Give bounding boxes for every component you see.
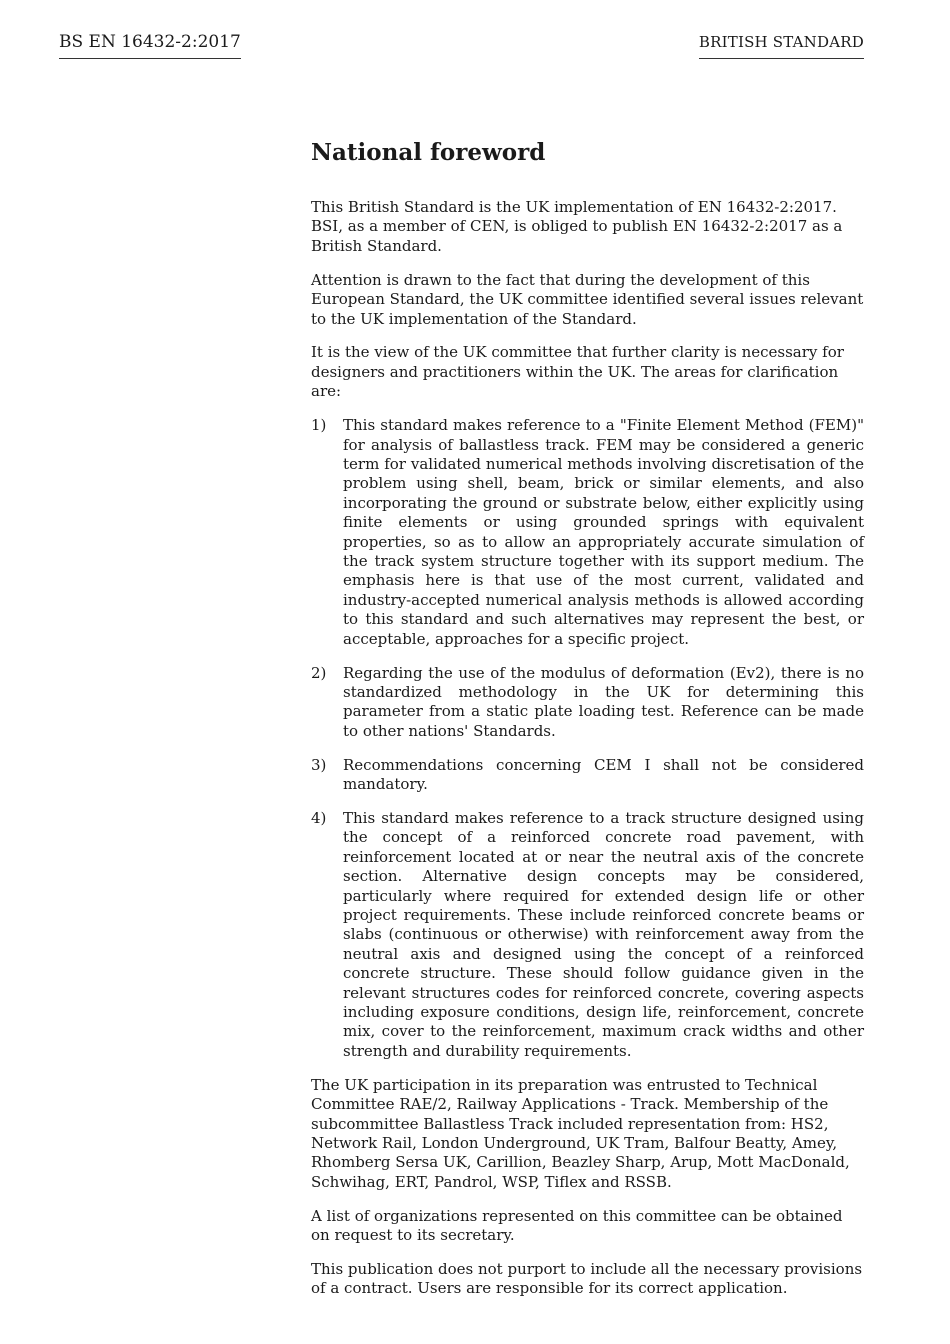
list-item [311, 809, 864, 1061]
list-item-number: 4) [311, 808, 327, 827]
paragraph-attention: Attention is drawn to the fact that during the development of this European Standard, the UK committee identified several issues relevant to the UK implementation of the Standard. [311, 270, 864, 328]
list-item [311, 664, 864, 742]
list-item [311, 756, 864, 795]
list-item-number: 2) [311, 663, 327, 682]
page-content [311, 138, 864, 1313]
paragraph-clarification-intro: It is the view of the UK committee that further clarity is necessary for designers and practitioners within the UK. The areas for clarification are: [311, 343, 844, 401]
paragraph-committee: The UK participation in its preparation was entrusted to Technical Committee RAE/2, Railway Applications - Track. Membership of the subcommittee Ballastless Track included representation from: HS2, Network Rail, London Underground, UK Tram, Balfour Beatty, Amey, Rhomberg Sersa UK, Carillion, Beazley Sharp, Arup, Mott MacDonald, Schwihag, ERT, Pandrol, WSP, Tiflex and RSSB. [311, 1075, 850, 1191]
list-item-text: This standard makes reference to a "Finite Element Method (FEM)" for analysis of ballastless track. FEM may be considered a generic term for validated numerical methods involving discretisation of the problem using shell, beam, brick or similar elements, and also incorporating the ground or substrate below, either explicitly using finite elements or using grounded springs with equivalent properties, so as to allow an appropriately accurate simulation of the track system structure together with its support medium. The emphasis here is that use of the most current, validated and industry-accepted numerical analysis methods is allowed according to this standard and such alternatives may represent the best, or acceptable, approaches for a specific project. [343, 416, 864, 648]
list-item-text: Recommendations concerning CEM I shall not be considered mandatory. [343, 755, 864, 794]
clarification-list [311, 416, 864, 1061]
document-id: BS EN 16432-2:2017 [59, 31, 241, 59]
list-item-text: This standard makes reference to a track structure designed using the concept of a reinforced concrete road pavement, with reinforcement located at or near the neutral axis of the concrete section. Alternative design concepts may be considered, particularly where required for extended design life or other project requirements. These include reinforced concrete beams or slabs (continuous or otherwise) with reinforcement away from the neutral axis and designed using the concept of a reinforced concrete structure. These should follow guidance given in the relevant structures codes for reinforced concrete, covering aspects including exposure conditions, design life, reinforcement, concrete mix, cover to the reinforcement, maximum crack widths and other strength and durability requirements. [343, 808, 864, 1060]
list-item-number: 3) [311, 755, 327, 774]
paragraph-organizations: A list of organizations represented on this committee can be obtained on request to its secretary. [311, 1206, 843, 1245]
list-item-text: Regarding the use of the modulus of deformation (Ev2), there is no standardized methodology in the UK for determining this parameter from a static plate loading test. Reference can be made to other nations' Standards. [343, 663, 864, 740]
paragraph-disclaimer: This publication does not purport to include all the necessary provisions of a contract. Users are responsible for its correct application. [311, 1260, 863, 1298]
page-title: National foreword [311, 139, 546, 166]
paragraph-implementation: This British Standard is the UK implementation of EN 16432-2:2017. BSI, as a member of CEN, is obliged to publish EN 16432-2:2017 as a British Standard. [311, 198, 843, 255]
list-item [311, 416, 864, 649]
standard-label: BRITISH STANDARD [699, 31, 864, 59]
list-item-number: 1) [311, 416, 327, 435]
